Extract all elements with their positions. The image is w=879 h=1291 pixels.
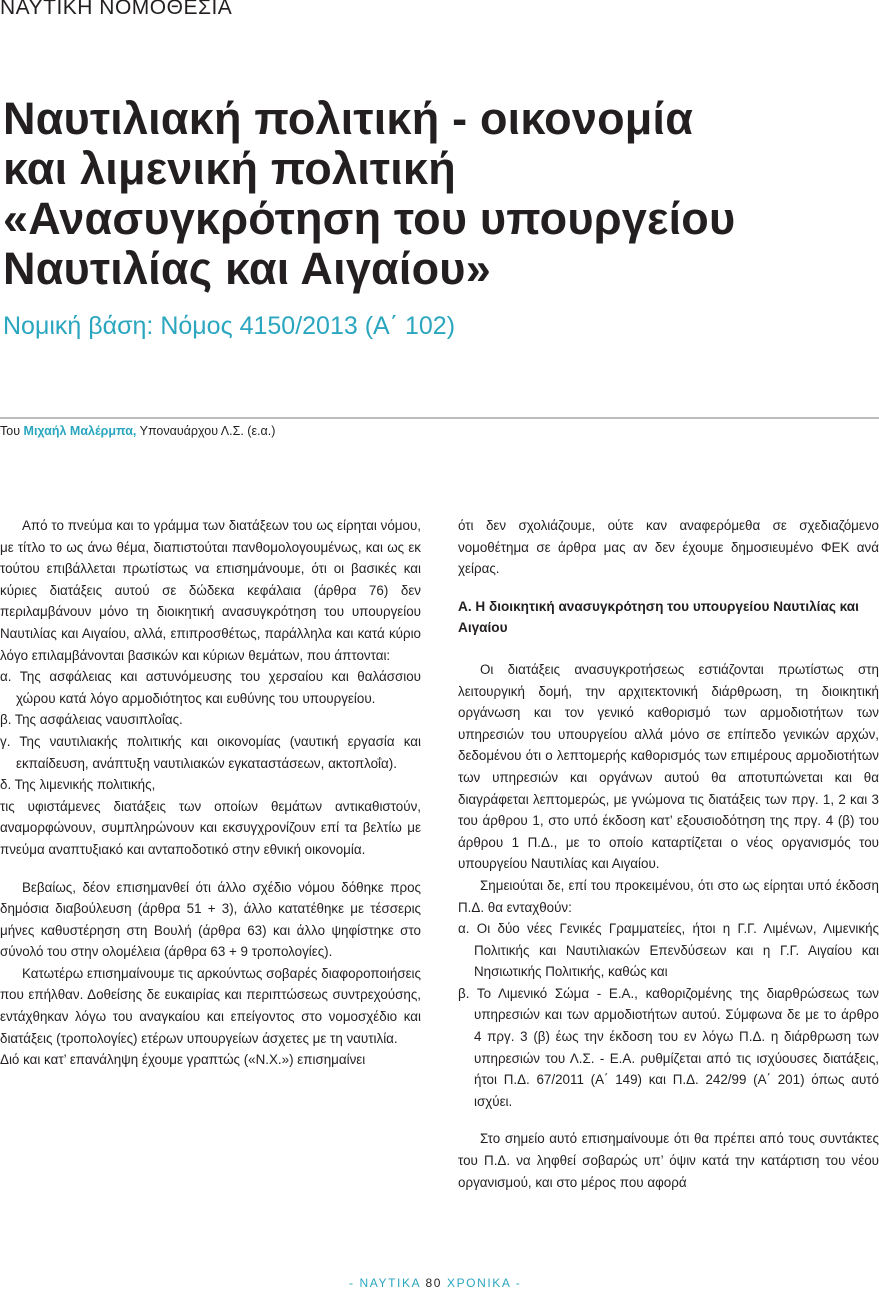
legal-basis: Νομική βάση: Νόμος 4150/2013 (Α΄ 102): [3, 312, 456, 340]
list-item: α. Της ασφάλειας και αστυνόμευσης του χερσαίου και θαλάσσιου χώρου κατά λόγο αρμοδιότητος και ευθύνης του υπουργείου.: [0, 669, 421, 706]
paragraph: τις υφιστάμενες διατάξεις των οποίων θεμάτων αντικαθιστούν, αναμορφώνουν, συμπληρώνουν και εκσυγχρονίζουν επί τα βελτίω με πνεύμα αναπτυξιακό και ανταποδοτικό στην εθνική οικονομία.: [0, 798, 421, 857]
list-item: γ. Της ναυτιλιακής πολιτικής και οικονομίας (ναυτική εργασία και εκπαίδευση, ανάπτυξη ναυτιλιακών εγκαταστάσεων, ακτοπλοΐα).: [0, 733, 421, 771]
list-item: β. Της ασφάλειας ναυσιπλοΐας.: [0, 712, 183, 728]
footer-right: ΧΡΟΝΙΚΑ -: [446, 1276, 522, 1290]
author-name: Μιχαήλ Μαλέρμπα,: [23, 424, 137, 438]
title-line: και λιμενική πολιτική: [3, 143, 456, 194]
footer-left: - ΝΑΥΤΙΚΑ: [349, 1276, 421, 1290]
divider: [0, 417, 879, 419]
title-line: «Ανασυγκρότηση του υπουργείου: [3, 193, 736, 244]
paragraph: Οι διατάξεις ανασυγκροτήσεως εστιάζονται πρωτίστως στη λειτουργική δομή, την αρχιτεκτονική διάρθρωση, τη διοικητική οργάνωση και τον γενικό καθορισμό των αρμοδιοτήτων των υπηρεσιών του υπουργείου αλλά μόνο σε επίπεδο γενικών αρχών, δεδομένου ότι ο λεπτομερής καθορισμός των επιμέρους αρμοδιοτήτων των υπηρεσιών και οργάνων αυτού θα αποτυπώνεται και θα διαγράφεται λεπτομερώς, με γνώμονα τις διατάξεις των πργ. 1, 2 και 3 του άρθρου 1, στο υπό έκδοση κατ’ εξουσιοδότηση της πργ. 4 (β) του άρθρου 1 Π.Δ., με το οποίο καταρτίζεται ο νέος οργανισμός του υπουργείου Ναυτιλίας και Αιγαίου.: [458, 661, 879, 872]
page-footer: [349, 1276, 521, 1290]
byline: [0, 424, 275, 438]
paragraph: Βεβαίως, δέον επισημανθεί ότι άλλο σχέδιο νόμου δόθηκε προς δημόσια διαβούλευση (άρθρα 51 + 3), άλλο κατατέθηκε με τέσσερις μήνες καθυστέρηση στη Βουλή (άρθρα 63) και άλλο ψηφίστηκε στο σύνολό του στην ολομέλεια (άρθρα 63 + 9 τροπολογίες).: [0, 879, 421, 960]
paragraph: Κατωτέρω επισημαίνουμε τις αρκούντως σοβαρές διαφοροποιήσεις που επήλθαν. Δοθείσης δε ευκαιρίας και περιπτώσεως συντρεχούσης, εντάχθηκαν λόγω του αναγκαίου και επείγοντος στο νομοσχέδιο και διατάξεις (τροπολογίες) ετέρων υπουργείων άσχετες με τη ναυτιλία.: [0, 965, 421, 1046]
left-column: [0, 515, 421, 1071]
paragraph: ότι δεν σχολιάζουμε, ούτε καν αναφερόμεθα σε σχεδιαζόμενο νομοθέτημα σε άρθρα μας αν δεν έχουμε δημοσιευμένο ΦΕΚ ανά χείρας.: [458, 518, 879, 577]
list-item: α. Οι δύο νέες Γενικές Γραμματείες, ήτοι η Γ.Γ. Λιμένων, Λιμενικής Πολιτικής και Ναυτιλιακών Επενδύσεων και η Γ.Γ. Αιγαίου και Νησιωτικής Πολιτικής, καθώς και: [458, 921, 879, 980]
list-item: β. Το Λιμενικό Σώμα - Ε.Α., καθοριζομένης της διαρθρώσεως των υπηρεσιών και των αρμοδιοτήτων αυτού. Σύμφωνα δε με το άρθρο 4 πργ. 3 (β) έως την έκδοση του εν λόγω Π.Δ. η διάρθρωση των υπηρεσιών του Λ.Σ. - Ε.Α. ρυθμίζεται από τις ισχύουσες διατάξεις, ήτοι Π.Δ. 67/2011 (Α΄ 149) και Π.Δ. 242/99 (Α΄ 201) όπως αυτό ισχύει.: [458, 985, 879, 1109]
right-column: [458, 515, 879, 1193]
list-item: δ. Της λιμενικής πολιτικής,: [0, 777, 156, 793]
paragraph: Στο σημείο αυτό επισημαίνουμε ότι θα πρέπει από τους συντάκτες του Π.Δ. να ληφθεί σοβαρώς υπ’ όψιν κατά την κατάρτιση του νέου οργανισμού, και στο μέρος που αφορά: [458, 1131, 879, 1190]
author-rank: Υποναυάρχου Λ.Σ. (ε.α.): [139, 424, 276, 438]
paragraph: Από το πνεύμα και το γράμμα των διατάξεων του ως είρηται νόμου, με τίτλο το ως άνω θέμα, διαπιστούται πανθομολογουμένως, και ως εκ τούτου επιβάλλεται πρωτίστως να επισημάνουμε, ότι οι βασικές και κύριες διατάξεις αυτού σε δώδεκα κεφάλαια (άρθρα 76) δεν περιλαμβάνουν μόνο τη διοικητική ανασυγκρότηση του υπουργείου Ναυτιλίας και Αιγαίου, αλλά, επιπροσθέτως, παράλληλα και κατά κύριο λόγο επιλαμβάνονται βασικών και κύριων θεμάτων, που άπτονται:: [0, 518, 421, 663]
title-line: Ναυτιλίας και Αιγαίου»: [3, 243, 491, 294]
section-heading: Α. Η διοικητική ανασυγκρότηση του υπουργείου Ναυτιλίας και Αιγαίου: [458, 598, 859, 636]
page-number: 80: [425, 1276, 443, 1290]
byline-prefix: Του: [0, 424, 21, 438]
paragraph: Διό και κατ’ επανάληψη έχουμε γραπτώς («Ν.Χ.») επισημαίνει: [0, 1052, 366, 1068]
paragraph: Σημειούται δε, επί του προκειμένου, ότι στο ως είρηται υπό έκδοση Π.Δ. θα ενταχθούν:: [458, 877, 879, 915]
section-label: ΝΑΥΤΙΚΗ ΝΟΜΟΘΕΣΙΑ: [0, 0, 233, 19]
article-title: [3, 94, 873, 294]
title-line: Ναυτιλιακή πολιτική - οικονομία: [3, 93, 694, 144]
